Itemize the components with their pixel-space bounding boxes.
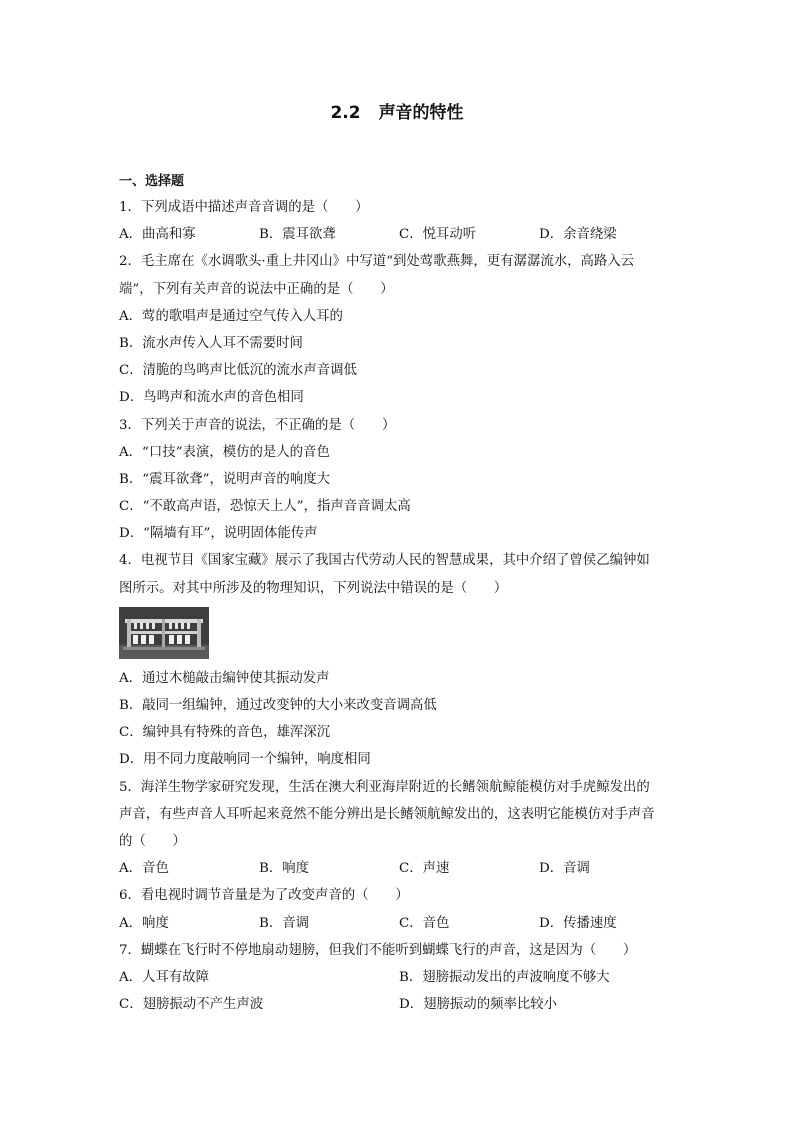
option-c: C．“不敢高声语，恐惊天上人”，指声音音调太高 (119, 499, 411, 515)
option-d: D．音调 (539, 861, 590, 877)
question-1-options (119, 221, 679, 248)
option-d: D．翅膀振动的频率比较小 (399, 997, 558, 1013)
option-a: A．莺的歌唱声是通过空气传入人耳的 (119, 308, 343, 324)
question-4-stem-line-1: 4．电视节目《国家宝藏》展示了我国古代劳动人民的智慧成果，其中介绍了曾侯乙编钟如 (119, 553, 650, 569)
question-2-stem-line-1: 2．毛主席在《水调歌头·重上井冈山》中写道“到处莺歌燕舞，更有潺潺流水，高路入云 (119, 254, 635, 270)
question-7-stem: 7．蝴蝶在飞行时不停地扇动翅膀，但我们不能听到蝴蝶飞行的声音，这是因为（ ） (119, 942, 637, 958)
option-c: C．悦耳动听 (399, 227, 477, 243)
option-a: A．曲高和寡 (119, 227, 196, 243)
page-title (0, 98, 794, 123)
question-6-options (119, 910, 679, 937)
option-d: D．用不同力度敲响同一个编钟，响度相同 (119, 752, 371, 768)
option-b: B．音调 (259, 915, 310, 931)
option-c: C．清脆的鸟鸣声比低沉的流水声音调低 (119, 363, 357, 379)
section-heading: 一、选择题 (119, 174, 185, 189)
option-c: C．音色 (399, 915, 450, 931)
option-a: A．音色 (119, 861, 169, 877)
question-5-options (119, 855, 679, 882)
question-3-stem: 3．下列关于声音的说法，不正确的是（ ） (119, 417, 396, 433)
option-b: B．翅膀振动发出的声波响度不够大 (399, 969, 610, 985)
question-6-stem: 6．看电视时调节音量是为了改变声音的（ ） (119, 888, 409, 904)
option-a: A．通过木槌敲击编钟使其振动发声 (119, 670, 330, 686)
option-d: D．传播速度 (539, 915, 617, 931)
question-list (119, 194, 679, 1018)
option-a: A．“口技”表演，模仿的是人的音色 (119, 444, 330, 460)
option-d: D．余音绕梁 (539, 227, 617, 243)
option-a: A．人耳有故障 (119, 969, 210, 985)
option-b: B．震耳欲聋 (259, 227, 336, 243)
question-2-stem-line-2: 端”，下列有关声音的说法中正确的是（ ） (119, 281, 394, 297)
bianzhong-bells-photo (119, 607, 209, 659)
option-b: B．响度 (259, 861, 310, 877)
option-b: B．流水声传入人耳不需要时间 (119, 335, 303, 351)
question-7-options-row-2 (119, 991, 679, 1018)
question-4-stem-line-2: 图所示。对其中所涉及的物理知识，下列说法中错误的是（ ） (119, 580, 508, 596)
question-5-stem-line-1: 5．海洋生物学家研究发现，生活在澳大利亚海岸附近的长鳍领航鲸能模仿对手虎鲸发出的 (119, 779, 650, 795)
title-number: 2.2 (330, 103, 361, 123)
option-d: D．鸟鸣声和流水声的音色相同 (119, 390, 304, 406)
option-c: C．翅膀振动不产生声波 (119, 997, 264, 1013)
question-5-stem-line-3: 的（ ） (119, 833, 186, 849)
option-c: C．声速 (399, 861, 450, 877)
question-1-stem: 1．下列成语中描述声音音调的是（ ） (119, 200, 369, 215)
option-c: C．编钟具有特殊的音色，雄浑深沉 (119, 725, 331, 741)
option-b: B．“震耳欲聋”，说明声音的响度大 (119, 471, 330, 487)
option-a: A．响度 (119, 915, 169, 931)
option-d: D．“隔墙有耳”，说明固体能传声 (119, 526, 318, 542)
question-7-options-row-1 (119, 964, 679, 991)
question-5-stem-line-2: 声音，有些声音人耳听起来竟然不能分辨出是长鳍领航鲸发出的，这表明它能模仿对手声音 (119, 806, 655, 822)
option-b: B．敲同一组编钟，通过改变钟的大小来改变音调高低 (119, 698, 437, 713)
title-text: 声音的特性 (378, 103, 464, 123)
